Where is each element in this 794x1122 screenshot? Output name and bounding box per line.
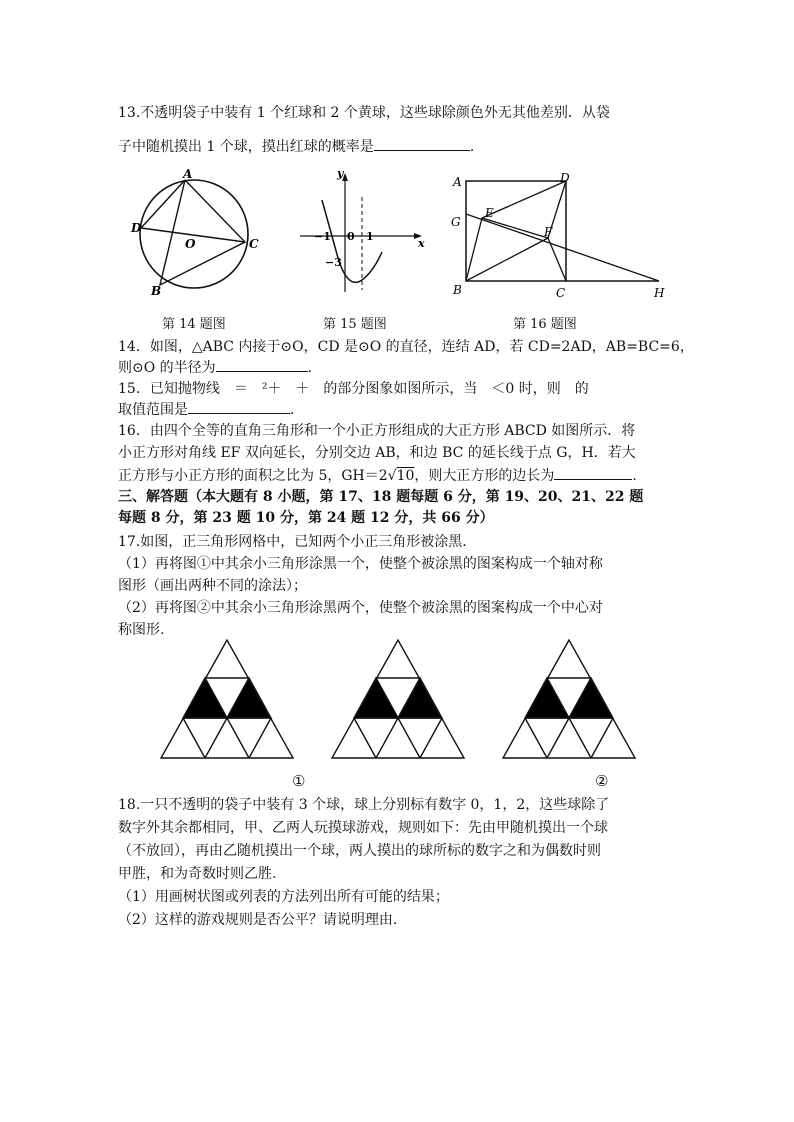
fig16-label-b: B [453,283,462,297]
grid2-outline [332,640,464,758]
fig16-label-h: H [654,286,665,300]
q17-line2: （1）再将图①中其余小三角形涂黑一个，使整个被涂黑的图案构成一个轴对称 [118,556,603,572]
fig15-caption: 第 15 题图 [323,317,387,332]
q13-text: 子中随机摸出 1 个球，摸出红球的概率是 [118,139,374,155]
q14-line1: 14．如图，△ABC 内接于⊙O，CD 是⊙O 的直径，连结 AD，若 CD=2AD，AB=BC=6， [118,339,694,355]
q17-line1: 17.如图，正三角形网格中，已知两个小正三角形被涂黑. [118,534,467,550]
q16-answer-blank [554,465,632,480]
q16-text-a: 正方形与小正方形的面积之比为 5，GH＝2 [118,468,388,484]
section3-heading-line1: 三、解答题（本大题有 8 小题，第 17、18 题每题 6 分，第 19、20、21、22 题 [118,489,644,505]
grid2-shaded-right [398,678,442,718]
q15-end: . [290,402,295,418]
q15-line2 [118,399,678,420]
grid1-shaded-right [227,678,271,718]
fig16-label-c: C [556,286,566,300]
q15-answer-blank [188,399,290,414]
q18-line6: （2）这样的游戏规则是否公平？请说明理由. [118,912,398,928]
grid1-outline [161,640,293,758]
fig16-caption: 第 16 题图 [513,317,577,332]
q14-answer-blank [216,357,308,372]
fig15-label-x: x [418,237,425,250]
fig14-label-b: B [151,284,162,298]
q17-line4: （2）再将图②中其余小三角形涂黑两个，使整个被涂黑的图案构成一个中心对 [118,600,603,616]
grid3-shaded-right [569,678,613,718]
fig16-fc-segment [548,238,566,281]
fig14-segment-ad [141,180,185,228]
q13-line2 [118,136,678,157]
fig14-label-a: A [183,168,193,181]
q13-answer-blank [374,136,470,151]
figure-label-1: ① [292,772,306,790]
figure-label-2: ② [595,772,609,790]
q18-line3: （不放回），再由乙随机摸出一个球，两人摸出的球所标的数字之和为偶数时则 [118,843,601,859]
q14-end: . [307,360,313,376]
fig16-ed-segment [482,181,566,218]
q18-line5: （1）用画树状图或列表的方法列出所有可能的结果； [118,889,449,905]
fig14-circle [140,180,248,288]
q13-end: . [469,139,475,155]
grid1-shaded-left [183,678,227,718]
grid3-outline [503,640,635,758]
triangle-grid-1 [158,638,298,762]
fig14-label-c: C [249,237,259,251]
figure-16 [446,166,672,300]
q17-line5: 称图形. [118,622,165,638]
grid3-shaded-left [525,678,569,718]
q14-line2 [118,357,678,378]
fig15-label-1: 1 [366,230,374,243]
q13-line1: 13.不透明袋子中装有 1 个红球和 2 个黄球，这些球除颜色外无其他差别．从袋 [118,105,610,121]
q18-line1: 18.一只不透明的袋子中装有 3 个球，球上分别标有数字 0，1，2，这些球除了 [118,797,610,813]
fig16-label-e: E [485,206,494,220]
fig16-small-square-top [482,218,548,238]
q15-line1: 15．已知抛物线 ＝ ²＋ ＋ 的部分图象如图所示，当 ＜0 时，则 的 [118,381,589,397]
q16-end: . [632,468,637,484]
fig14-label-d: D [131,221,142,235]
fig16-bg-segment [466,218,482,281]
fig15-label-0: 0 [347,230,355,243]
figure-15 [296,166,428,296]
q16-sqrt-value: 10 [396,468,415,484]
q18-line2: 数字外其余都相同，甲、乙两人玩摸球游戏，规则如下：先由甲随机摸出一个球 [118,820,608,836]
q16-line3 [118,465,678,486]
q14-text: 则⊙O 的半径为 [118,360,216,376]
fig14-caption: 第 14 题图 [162,317,226,332]
q15-text: 取值范围是 [118,402,188,418]
q16-sqrt-sign: √ [387,468,397,484]
q18-line4: 甲胜，和为奇数时则乙胜. [118,866,277,882]
fig16-label-a: A [453,175,462,189]
triangle-grid-3 [500,638,640,762]
fig16-label-f: F [544,225,553,239]
figure-14 [126,168,276,298]
grid2-shaded-left [354,678,398,718]
q17-line3: 图形（画出两种不同的涂法）； [118,578,307,594]
fig16-label-d: D [560,171,570,185]
triangle-grid-2 [329,638,469,762]
q16-text-b: ，则大正方形的边长为 [414,468,555,484]
fig16-label-g: G [451,215,461,229]
q16-line1: 16．由四个全等的直角三角形和一个小正方形组成的大正方形 ABCD 如图所示．将 [118,423,636,439]
fig15-label-y: y [337,167,344,180]
fig15-label-neg3: −3 [325,256,342,269]
fig16-bf-segment [466,238,548,281]
section3-heading-line2: 每题 8 分，第 23 题 10 分，第 24 题 12 分，共 66 分） [118,510,494,526]
fig15-label-neg1: −1 [314,230,331,243]
fig14-label-o: O [185,237,196,251]
q16-line2: 小正方形对角线 EF 双向延长，分别交边 AB，和边 BC 的延长线于点 G，H．若大 [118,445,636,461]
fig16-gh-line [466,214,659,281]
